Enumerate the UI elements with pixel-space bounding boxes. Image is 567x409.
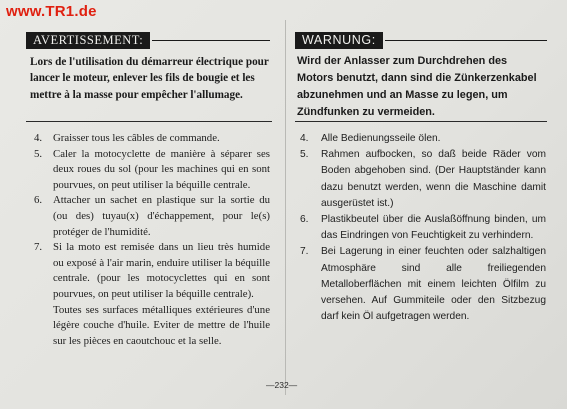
de-header-rule (385, 40, 547, 41)
step-number: 4. (300, 133, 309, 144)
watermark: www.TR1.de (6, 3, 97, 20)
de-step-5 (300, 147, 546, 212)
step-text: Si la moto est remisée dans un lieu très humide ou exposé à l'air marin, enduire utiliser la béquille centrale. (pour les motocyclettes qui en sont pourvues, on peut utiliser la béquille centrale). (53, 241, 270, 300)
fr-warning-underline (26, 121, 272, 122)
step-text: Caler la motocyclette de manière à séparer ses deux roues du sol (pour les machines qui en sont pourvues, on peut utiliser la béquille centrale. (53, 147, 270, 191)
step-number: 5. (34, 147, 43, 160)
fr-warning-header (26, 31, 270, 49)
de-warning-header (295, 31, 547, 49)
step-text: Bei Lagerung in einer feuchten oder salzhaltigen Atmosphäre sind alle freiliegenden Metalloberflächen mit einem leichten Ölfilm zu versehen. Auf Gummiteile oder den Sitzbezug darf kein Öl aufgetragen werden. (321, 246, 546, 323)
step-number: 4. (34, 132, 43, 144)
step-text: Alle Bedienungsseile ölen. (321, 133, 441, 144)
fr-header-label: AVERTISSEMENT: (26, 32, 150, 49)
step-text: Rahmen aufbocken, so daß beide Räder vom Boden abgehoben sind. (Der Hauptständer kann dazu benutzt werden, wenn die Maschine damit ausgerüstet ist.) (321, 149, 546, 209)
step-number: 6. (300, 214, 309, 226)
de-header-label: WARNUNG: (295, 32, 383, 49)
step-number: 7. (300, 246, 309, 258)
page-number: —232— (266, 380, 298, 390)
fr-steps-list (34, 131, 270, 349)
step-text: Plastikbeutel über die Auslaßöffnung binden, um das Eindringen von Feuchtigkeit zu verhindern. (321, 214, 546, 242)
de-warning-underline (295, 121, 547, 122)
step-text: Graisser tous les câbles de commande. (53, 132, 220, 144)
step-number: 7. (34, 241, 43, 254)
de-warning-text: Wird der Anlasser zum Durchdrehen des Motors benutzt, dann sind die Zünkerzenkabel abzunehmen und an Masse zu legen, um Zündfunken zu vermeiden. (297, 55, 537, 118)
fr-step-6 (34, 193, 270, 240)
de-step-7 (300, 244, 546, 325)
de-step-4 (300, 131, 546, 147)
step-text-block (53, 240, 270, 349)
fr-header-rule (152, 40, 270, 41)
de-step-6 (300, 212, 546, 244)
fr-step-7 (34, 240, 270, 349)
step-extra-text: Toutes ses surfaces métalliques extérieures d'une légère couche d'huile. Eviter de mettre de l'huile sur les pièces en caoutchouc et la selle. (53, 303, 270, 347)
de-steps-list (300, 131, 546, 325)
fr-step-5 (34, 147, 270, 194)
fr-step-4 (34, 131, 270, 147)
step-text: Attacher un sachet en plastique sur la sortie du (ou des) tuyau(x) d'échappement, pour le(s) protéger de l'humidité. (53, 194, 270, 238)
column-divider (285, 20, 286, 395)
step-number: 5. (300, 149, 309, 161)
fr-warning-text: Lors de l'utilisation du démarreur électrique pour lancer le moteur, enlever les fils de bougie et les mettre à la masse pour empêcher l'allumage. (30, 56, 269, 101)
step-number: 6. (34, 194, 43, 207)
